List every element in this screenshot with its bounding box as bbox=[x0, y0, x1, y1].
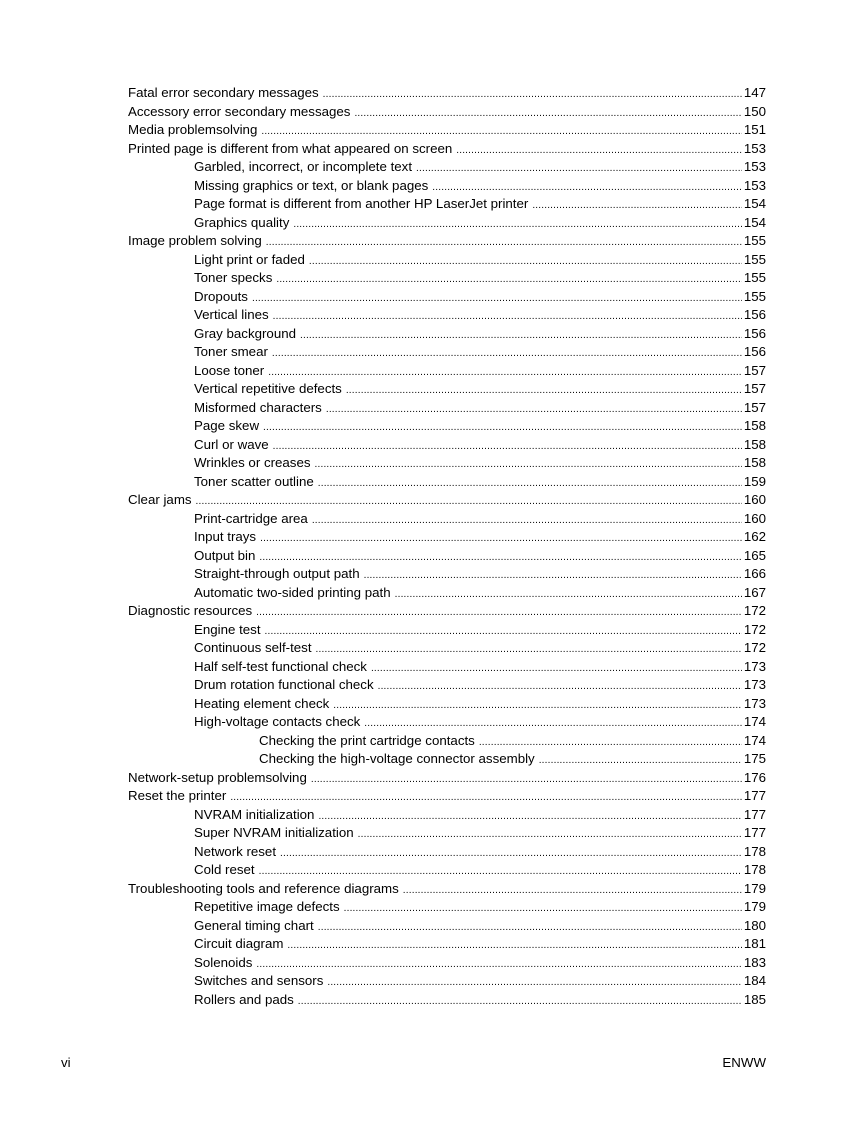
toc-entry[interactable] bbox=[128, 695, 766, 714]
toc-dot-leader bbox=[318, 917, 742, 938]
toc-entry-title: Network-setup problemsolving bbox=[128, 769, 307, 785]
toc-entry-title: Straight-through output path bbox=[194, 566, 360, 581]
toc-entry-title: Automatic two-sided printing path bbox=[194, 584, 391, 600]
toc-entry[interactable] bbox=[128, 528, 766, 547]
toc-entry-page: 147 bbox=[743, 85, 766, 100]
toc-dot-leader bbox=[259, 861, 742, 882]
toc-dot-leader bbox=[539, 750, 742, 771]
toc-entry[interactable] bbox=[128, 880, 766, 899]
toc-dot-leader bbox=[266, 232, 742, 253]
toc-entry-title: Missing graphics or text, or blank pages bbox=[194, 177, 429, 193]
toc-entry-title: Switches and sensors bbox=[194, 973, 324, 988]
toc-dot-leader bbox=[326, 399, 742, 420]
toc-entry-page: 179 bbox=[743, 899, 766, 914]
toc-entry-title: Continuous self-test bbox=[194, 640, 312, 655]
toc-entry-page: 172 bbox=[743, 621, 766, 637]
toc-entry-title: Half self-test functional check bbox=[194, 658, 367, 674]
toc-entry[interactable] bbox=[128, 954, 766, 973]
toc-entry-page: 156 bbox=[743, 307, 766, 322]
toc-dot-leader bbox=[456, 140, 742, 161]
toc-entry-title: Image problem solving bbox=[128, 233, 262, 248]
toc-entry[interactable] bbox=[128, 584, 766, 603]
toc-entry-page: 175 bbox=[743, 751, 766, 766]
toc-entry[interactable] bbox=[128, 861, 766, 880]
toc-entry-title: Checking the print cartridge contacts bbox=[259, 732, 475, 748]
toc-entry[interactable] bbox=[128, 214, 766, 233]
toc-entry-page: 179 bbox=[743, 880, 766, 896]
toc-entry-page: 150 bbox=[743, 103, 766, 119]
toc-entry-title: Cold reset bbox=[194, 862, 255, 877]
toc-entry-title: Troubleshooting tools and reference diagrams bbox=[128, 880, 399, 896]
footer-doc-code: ENWW bbox=[722, 1055, 766, 1070]
toc-entry-title: Solenoids bbox=[194, 954, 253, 970]
toc-entry-title: Rollers and pads bbox=[194, 991, 294, 1007]
toc-entry-title: Wrinkles or creases bbox=[194, 455, 311, 470]
toc-dot-leader bbox=[364, 713, 742, 734]
toc-entry[interactable] bbox=[128, 436, 766, 455]
toc-entry[interactable] bbox=[128, 565, 766, 584]
toc-entry-title: Dropouts bbox=[194, 288, 248, 304]
toc-entry-page: 158 bbox=[743, 455, 766, 470]
toc-entry[interactable] bbox=[128, 325, 766, 344]
table-of-contents bbox=[128, 84, 766, 1009]
toc-entry-page: 177 bbox=[743, 825, 766, 840]
toc-dot-leader bbox=[261, 121, 741, 142]
toc-entry[interactable] bbox=[128, 158, 766, 177]
toc-entry-page: 177 bbox=[743, 806, 766, 822]
footer-page-number: vi bbox=[61, 1055, 71, 1070]
toc-dot-leader bbox=[316, 639, 742, 660]
toc-entry-title: Vertical repetitive defects bbox=[194, 381, 342, 396]
toc-entry-title: Drum rotation functional check bbox=[194, 677, 374, 692]
toc-entry[interactable] bbox=[128, 140, 766, 159]
toc-entry[interactable] bbox=[128, 232, 766, 251]
toc-entry-page: 160 bbox=[743, 510, 766, 526]
toc-entry-title: NVRAM initialization bbox=[194, 806, 315, 822]
toc-entry[interactable] bbox=[128, 806, 766, 825]
toc-entry-page: 159 bbox=[743, 473, 766, 489]
toc-entry-title: Misformed characters bbox=[194, 399, 322, 415]
toc-dot-leader bbox=[432, 177, 742, 198]
toc-entry-page: 174 bbox=[743, 732, 766, 748]
toc-entry[interactable] bbox=[128, 787, 766, 806]
toc-entry[interactable] bbox=[128, 417, 766, 436]
toc-entry[interactable] bbox=[128, 269, 766, 288]
toc-entry[interactable] bbox=[128, 676, 766, 695]
toc-dot-leader bbox=[311, 769, 742, 790]
toc-entry-page: 167 bbox=[743, 584, 766, 600]
toc-entry[interactable] bbox=[128, 991, 766, 1010]
toc-dot-leader bbox=[318, 473, 742, 494]
toc-dot-leader bbox=[272, 343, 742, 364]
toc-dot-leader bbox=[300, 325, 742, 346]
toc-entry-page: 172 bbox=[743, 603, 766, 618]
toc-entry-title: Accessory error secondary messages bbox=[128, 103, 351, 119]
toc-entry[interactable] bbox=[128, 343, 766, 362]
toc-entry-title: Graphics quality bbox=[194, 214, 290, 230]
toc-dot-leader bbox=[268, 362, 742, 383]
toc-entry[interactable] bbox=[128, 399, 766, 418]
toc-entry[interactable] bbox=[128, 621, 766, 640]
toc-entry-title: Circuit diagram bbox=[194, 936, 284, 951]
toc-dot-leader bbox=[354, 103, 741, 124]
toc-dot-leader bbox=[358, 824, 742, 845]
toc-entry-title: Print-cartridge area bbox=[194, 510, 308, 526]
toc-dot-leader bbox=[309, 251, 742, 272]
toc-entry-page: 158 bbox=[743, 418, 766, 433]
toc-entry-page: 153 bbox=[743, 140, 766, 156]
toc-dot-leader bbox=[403, 880, 742, 901]
toc-entry-title: Clear jams bbox=[128, 492, 192, 507]
toc-entry-page: 156 bbox=[743, 344, 766, 359]
toc-entry[interactable] bbox=[128, 658, 766, 677]
toc-entry-title: Fatal error secondary messages bbox=[128, 85, 319, 100]
toc-entry-title: Toner specks bbox=[194, 270, 273, 285]
toc-entry[interactable] bbox=[128, 713, 766, 732]
toc-entry-page: 156 bbox=[743, 325, 766, 341]
toc-dot-leader bbox=[364, 565, 742, 586]
toc-dot-leader bbox=[287, 935, 741, 956]
toc-dot-leader bbox=[395, 584, 742, 605]
toc-entry[interactable] bbox=[128, 898, 766, 917]
toc-entry[interactable] bbox=[128, 491, 766, 510]
toc-entry-page: 185 bbox=[743, 991, 766, 1007]
toc-entry-title: General timing chart bbox=[194, 917, 314, 933]
toc-entry[interactable] bbox=[128, 362, 766, 381]
toc-entry-page: 173 bbox=[743, 677, 766, 692]
toc-entry[interactable] bbox=[128, 732, 766, 751]
toc-entry[interactable] bbox=[128, 288, 766, 307]
toc-dot-leader bbox=[323, 84, 742, 105]
toc-entry[interactable] bbox=[128, 177, 766, 196]
toc-entry-page: 155 bbox=[743, 270, 766, 285]
toc-entry-title: Reset the printer bbox=[128, 788, 227, 803]
toc-dot-leader bbox=[344, 898, 742, 919]
toc-dot-leader bbox=[273, 436, 742, 457]
toc-dot-leader bbox=[259, 547, 741, 568]
toc-entry-page: 162 bbox=[743, 529, 766, 544]
toc-dot-leader bbox=[256, 602, 742, 623]
toc-entry-title: Engine test bbox=[194, 621, 261, 637]
toc-entry-title: Vertical lines bbox=[194, 307, 269, 322]
toc-dot-leader bbox=[416, 158, 742, 179]
toc-entry-title: Heating element check bbox=[194, 695, 330, 711]
toc-entry[interactable] bbox=[128, 843, 766, 862]
toc-entry[interactable] bbox=[128, 824, 766, 843]
toc-entry-page: 176 bbox=[743, 769, 766, 785]
toc-dot-leader bbox=[371, 658, 742, 679]
toc-entry-title: Media problemsolving bbox=[128, 122, 258, 137]
toc-entry-title: Light print or faded bbox=[194, 251, 305, 267]
toc-dot-leader bbox=[256, 954, 741, 975]
toc-dot-leader bbox=[293, 214, 741, 235]
toc-entry-page: 157 bbox=[743, 399, 766, 415]
toc-dot-leader bbox=[479, 732, 742, 753]
toc-entry-page: 160 bbox=[743, 492, 766, 507]
toc-entry-page: 173 bbox=[743, 695, 766, 711]
toc-entry-title: Toner smear bbox=[194, 344, 268, 359]
toc-entry[interactable] bbox=[128, 769, 766, 788]
toc-entry-page: 180 bbox=[743, 917, 766, 933]
toc-dot-leader bbox=[273, 306, 742, 327]
toc-entry-title: Page format is different from another HP LaserJet printer bbox=[194, 196, 529, 211]
toc-dot-leader bbox=[252, 288, 742, 309]
toc-entry-title: High-voltage contacts check bbox=[194, 714, 361, 729]
toc-entry[interactable] bbox=[128, 84, 766, 103]
toc-entry-page: 166 bbox=[743, 566, 766, 581]
toc-entry[interactable] bbox=[128, 547, 766, 566]
toc-entry[interactable] bbox=[128, 917, 766, 936]
toc-dot-leader bbox=[298, 991, 742, 1012]
toc-entry-page: 155 bbox=[743, 288, 766, 304]
toc-entry[interactable] bbox=[128, 510, 766, 529]
toc-entry-title: Output bin bbox=[194, 547, 256, 563]
toc-dot-leader bbox=[346, 380, 742, 401]
toc-entry[interactable] bbox=[128, 306, 766, 325]
toc-entry[interactable] bbox=[128, 602, 766, 621]
toc-entry[interactable] bbox=[128, 121, 766, 140]
toc-entry[interactable] bbox=[128, 935, 766, 954]
toc-entry-title: Network reset bbox=[194, 843, 277, 859]
toc-entry-page: 178 bbox=[743, 862, 766, 877]
toc-entry-page: 178 bbox=[743, 843, 766, 859]
toc-entry-title: Super NVRAM initialization bbox=[194, 825, 354, 840]
toc-entry[interactable] bbox=[128, 473, 766, 492]
toc-entry-title: Loose toner bbox=[194, 362, 265, 378]
toc-dot-leader bbox=[312, 510, 742, 531]
toc-entry-title: Gray background bbox=[194, 325, 296, 341]
toc-entry[interactable] bbox=[128, 195, 766, 214]
toc-entry-page: 151 bbox=[743, 122, 766, 137]
toc-entry-page: 181 bbox=[743, 936, 766, 951]
toc-entry-title: Toner scatter outline bbox=[194, 473, 314, 489]
toc-entry-title: Checking the high-voltage connector assembly bbox=[259, 751, 535, 766]
toc-dot-leader bbox=[378, 676, 742, 697]
toc-dot-leader bbox=[230, 787, 742, 808]
toc-dot-leader bbox=[263, 417, 742, 438]
toc-entry-title: Repetitive image defects bbox=[194, 899, 340, 914]
toc-entry-page: 177 bbox=[743, 788, 766, 803]
toc-entry-page: 154 bbox=[743, 196, 766, 211]
toc-entry[interactable] bbox=[128, 750, 766, 769]
toc-entry[interactable] bbox=[128, 639, 766, 658]
toc-entry[interactable] bbox=[128, 103, 766, 122]
toc-entry-title: Page skew bbox=[194, 418, 260, 433]
toc-entry-title: Curl or wave bbox=[194, 436, 269, 452]
toc-entry[interactable] bbox=[128, 380, 766, 399]
toc-dot-leader bbox=[276, 269, 741, 290]
toc-dot-leader bbox=[280, 843, 742, 864]
toc-entry-page: 158 bbox=[743, 436, 766, 452]
toc-entry-page: 155 bbox=[743, 233, 766, 248]
toc-entry-page: 174 bbox=[743, 714, 766, 729]
toc-dot-leader bbox=[260, 528, 742, 549]
toc-entry-page: 183 bbox=[743, 954, 766, 970]
toc-dot-leader bbox=[532, 195, 742, 216]
toc-entry-page: 155 bbox=[743, 251, 766, 267]
toc-dot-leader bbox=[265, 621, 742, 642]
toc-entry-title: Garbled, incorrect, or incomplete text bbox=[194, 159, 413, 174]
toc-entry-page: 154 bbox=[743, 214, 766, 230]
toc-dot-leader bbox=[196, 491, 742, 512]
toc-entry[interactable] bbox=[128, 972, 766, 991]
toc-entry-page: 184 bbox=[743, 973, 766, 988]
toc-dot-leader bbox=[333, 695, 742, 716]
toc-entry-title: Diagnostic resources bbox=[128, 603, 253, 618]
toc-entry-page: 153 bbox=[743, 177, 766, 193]
toc-dot-leader bbox=[327, 972, 741, 993]
toc-entry-page: 172 bbox=[743, 640, 766, 655]
toc-entry-page: 165 bbox=[743, 547, 766, 563]
toc-entry-page: 157 bbox=[743, 362, 766, 378]
toc-entry-title: Printed page is different from what appeared on screen bbox=[128, 140, 453, 156]
toc-entry-page: 157 bbox=[743, 381, 766, 396]
toc-entry[interactable] bbox=[128, 454, 766, 473]
toc-dot-leader bbox=[315, 454, 742, 475]
toc-entry[interactable] bbox=[128, 251, 766, 270]
toc-entry-page: 173 bbox=[743, 658, 766, 674]
toc-entry-title: Input trays bbox=[194, 529, 257, 544]
toc-entry-page: 153 bbox=[743, 159, 766, 174]
toc-dot-leader bbox=[318, 806, 741, 827]
